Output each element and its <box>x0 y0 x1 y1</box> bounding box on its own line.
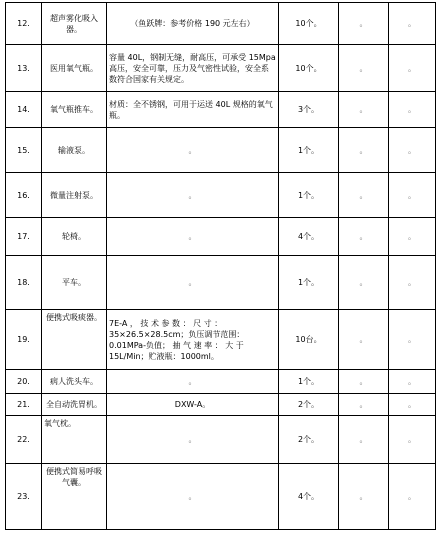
item-quantity: 2个。 <box>279 416 339 464</box>
item-quantity: 4个。 <box>279 218 339 256</box>
table-row <box>6 416 436 464</box>
item-quantity: 10台。 <box>279 310 339 370</box>
item-quantity: 1个。 <box>279 173 339 218</box>
item-name: 输液泵。 <box>42 128 107 173</box>
item-name: 病人洗头车。 <box>42 370 107 394</box>
item-spec: 。 <box>107 464 279 530</box>
item-spec: 。 <box>107 256 279 310</box>
item-spec: 。 <box>107 173 279 218</box>
table-row <box>6 92 436 128</box>
row-number: 14. <box>6 92 42 128</box>
blank-cell: 。 <box>389 128 436 173</box>
item-quantity: 1个。 <box>279 256 339 310</box>
blank-cell: 。 <box>389 464 436 530</box>
row-number: 12. <box>6 3 42 45</box>
blank-cell: 。 <box>389 45 436 92</box>
blank-cell: 。 <box>339 3 389 45</box>
item-name: 轮椅。 <box>42 218 107 256</box>
item-quantity: 1个。 <box>279 370 339 394</box>
blank-cell: 。 <box>389 218 436 256</box>
item-quantity: 3个。 <box>279 92 339 128</box>
blank-cell: 。 <box>339 394 389 416</box>
blank-cell: 。 <box>389 394 436 416</box>
blank-cell: 。 <box>389 173 436 218</box>
row-number: 19. <box>6 310 42 370</box>
blank-cell: 。 <box>389 310 436 370</box>
item-name: 超声雾化吸入器。 <box>42 3 107 45</box>
item-name: 便携式吸痰器。 <box>42 310 107 370</box>
blank-cell: 。 <box>389 3 436 45</box>
item-name: 医用氧气瓶。 <box>42 45 107 92</box>
blank-cell: 。 <box>389 416 436 464</box>
blank-cell: 。 <box>339 310 389 370</box>
table-row <box>6 3 436 45</box>
item-spec: 材质：全不锈钢，可用于运送 40L 规格的氧气瓶。 <box>107 92 279 128</box>
blank-cell: 。 <box>339 218 389 256</box>
item-quantity: 2个。 <box>279 394 339 416</box>
item-quantity: 1个。 <box>279 128 339 173</box>
table-row <box>6 218 436 256</box>
item-spec: 容量 40L，钢制无缝，耐高压，可承受 15Mpa 高压，安全可靠，压力及气密性试验，安全系数符合国家有关规定。 <box>107 45 279 92</box>
item-name: 全自动洗胃机。 <box>42 394 107 416</box>
table-row <box>6 45 436 92</box>
item-spec: （鱼跃牌：参考价格 190 元左右） <box>107 3 279 45</box>
item-quantity: 4个。 <box>279 464 339 530</box>
row-number: 20. <box>6 370 42 394</box>
item-quantity: 10个。 <box>279 45 339 92</box>
equipment-table <box>5 2 436 530</box>
blank-cell: 。 <box>339 464 389 530</box>
table-row <box>6 394 436 416</box>
blank-cell: 。 <box>389 370 436 394</box>
item-name: 平车。 <box>42 256 107 310</box>
table-row <box>6 173 436 218</box>
item-spec: 。 <box>107 416 279 464</box>
blank-cell: 。 <box>339 370 389 394</box>
item-name: 便携式简易呼吸气囊。 <box>42 464 107 530</box>
blank-cell: 。 <box>339 92 389 128</box>
blank-cell: 。 <box>389 92 436 128</box>
row-number: 16. <box>6 173 42 218</box>
blank-cell: 。 <box>339 256 389 310</box>
blank-cell: 。 <box>339 45 389 92</box>
item-name: 微量注射泵。 <box>42 173 107 218</box>
item-spec: 。 <box>107 370 279 394</box>
table-row <box>6 370 436 394</box>
item-spec: 。 <box>107 128 279 173</box>
item-quantity: 10个。 <box>279 3 339 45</box>
blank-cell: 。 <box>339 173 389 218</box>
row-number: 13. <box>6 45 42 92</box>
table-row <box>6 464 436 530</box>
blank-cell: 。 <box>339 416 389 464</box>
row-number: 17. <box>6 218 42 256</box>
table-row <box>6 310 436 370</box>
item-spec: 。 <box>107 218 279 256</box>
item-spec: DXW-A。 <box>107 394 279 416</box>
blank-cell: 。 <box>389 256 436 310</box>
item-spec: 7E-A ， 技 术 参 数 ： 尺 寸 ： 35×26.5×28.5cm；负压调节范围：0.01MPa-负值； 抽 气 速 率 ： 大 于 15L/Min；贮液瓶：1000ml。 <box>107 310 279 370</box>
row-number: 22. <box>6 416 42 464</box>
table-row <box>6 256 436 310</box>
item-name: 氧气瓶推车。 <box>42 92 107 128</box>
row-number: 21. <box>6 394 42 416</box>
row-number: 23. <box>6 464 42 530</box>
table-row <box>6 128 436 173</box>
row-number: 18. <box>6 256 42 310</box>
item-name: 氧气枕。 <box>42 416 107 464</box>
row-number: 15. <box>6 128 42 173</box>
blank-cell: 。 <box>339 128 389 173</box>
